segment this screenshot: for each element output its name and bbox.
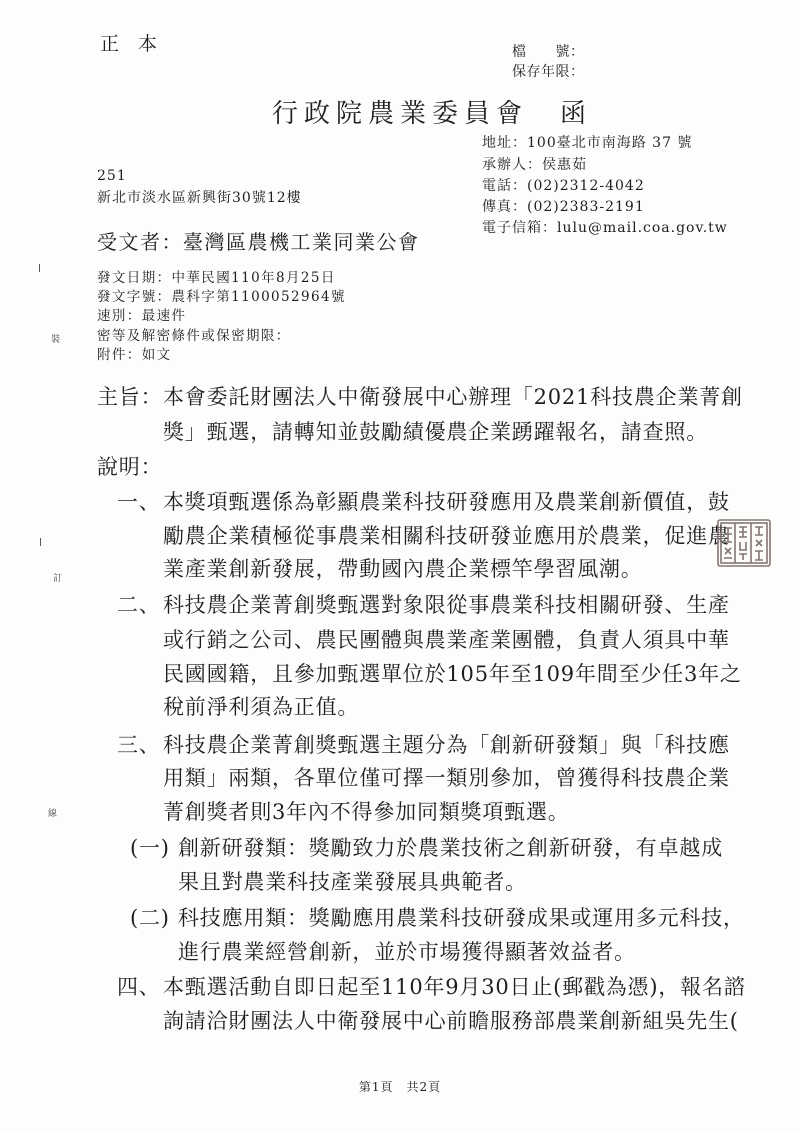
item-line: 詢請洽財團法人中衛發展中心前瞻服務部農業創新組吳先生( xyxy=(163,1009,739,1033)
item-line: 用類」兩類，各單位僅可擇一類別參加，曾獲得科技農企業 xyxy=(163,766,730,790)
attachment: 附件：如文 xyxy=(97,347,172,363)
item-line: 科技農企業菁創獎甄選主題分為「創新研發類」與「科技應 xyxy=(163,733,730,757)
sender-officer: 承辦人：侯惠茹 xyxy=(482,157,587,173)
binding-tick xyxy=(39,264,40,272)
copy-type-label: 正 本 xyxy=(100,33,158,55)
item-line: 菁創獎者則3年內不得參加同類獎項甄選。 xyxy=(163,800,570,824)
classification: 密等及解密條件或保密期限： xyxy=(97,328,291,344)
item-marker: 四、 xyxy=(117,975,161,999)
official-seal-stamp xyxy=(716,518,772,568)
sender-email: 電子信箱：lulu@mail.coa.gov.tw xyxy=(482,220,728,236)
item-line: 勵農企業積極從事農業相關科技研發並應用於農業，促進農 xyxy=(163,524,730,548)
item-line: 本獎項甄選係為彰顯農業科技研發應用及農業創新價值，鼓 xyxy=(163,490,730,514)
subitem-marker: (一) xyxy=(130,836,170,860)
item-line: 本甄選活動自即日起至110年9月30日止(郵戳為憑)，報名諮 xyxy=(163,975,746,999)
subject-line: 本會委託財團法人中衛發展中心辦理「2021科技農企業菁創 xyxy=(163,385,743,409)
item-line: 科技農企業菁創獎甄選對象限從事農業科技相關研發、生產 xyxy=(163,593,730,617)
delivery-speed: 速別：最速件 xyxy=(97,308,187,324)
item-line: 或行銷之公司、農民團體與農業產業團體，負責人須具中華 xyxy=(163,628,730,652)
item-line: 業產業創新發展，帶動國內農企業標竿學習風潮。 xyxy=(163,557,643,581)
item-line: 民國國籍，且參加甄選單位於105年至109年間至少任3年之 xyxy=(163,662,742,686)
page-number: 第1頁 共2頁 xyxy=(358,1080,442,1094)
subitem-line: 進行農業經營創新，並於市場獲得顯著效益者。 xyxy=(178,940,636,964)
recipient-postal-code: 251 xyxy=(97,168,127,184)
file-number-label: 檔 號： xyxy=(512,44,585,60)
binding-mark-stitch: 訂 xyxy=(53,574,63,584)
item-marker: 一、 xyxy=(117,490,161,514)
item-marker: 三、 xyxy=(117,733,161,757)
sender-fax: 傳真：(02)2383-2191 xyxy=(482,199,645,215)
subject-label: 主旨： xyxy=(97,385,163,409)
subitem-line: 科技應用類：獎勵應用農業科技研發成果或運用多元科技， xyxy=(178,906,745,930)
document-title: 行政院農業委員會 函 xyxy=(272,99,593,129)
subitem-line: 創新研發類：獎勵致力於農業技術之創新研發，有卓越成 xyxy=(178,836,723,860)
binding-mark-line: 線 xyxy=(48,809,58,819)
subject-line: 獎」甄選，請轉知並鼓勵績優農企業踴躍報名，請查照。 xyxy=(163,420,708,444)
recipient-line: 受文者：臺灣區農機工業同業公會 xyxy=(97,230,420,254)
issue-number: 發文字號：農科字第1100052964號 xyxy=(97,289,346,305)
recipient-street: 新北市淡水區新興街30號12樓 xyxy=(97,190,302,206)
issue-date: 發文日期：中華民國110年8月25日 xyxy=(97,270,336,286)
binding-mark-bind: 裝 xyxy=(51,335,61,345)
explanation-label: 說明： xyxy=(97,455,163,479)
sender-phone: 電話：(02)2312-4042 xyxy=(482,178,645,194)
subitem-line: 果且對農業科技產業發展具典範者。 xyxy=(178,870,527,894)
item-marker: 二、 xyxy=(117,593,161,617)
sender-address: 地址：100臺北市南海路 37 號 xyxy=(482,135,693,151)
retention-period-label: 保存年限： xyxy=(512,64,585,80)
subitem-marker: (二) xyxy=(130,906,170,930)
item-line: 稅前淨利須為正值。 xyxy=(163,695,360,719)
binding-tick xyxy=(40,538,41,546)
